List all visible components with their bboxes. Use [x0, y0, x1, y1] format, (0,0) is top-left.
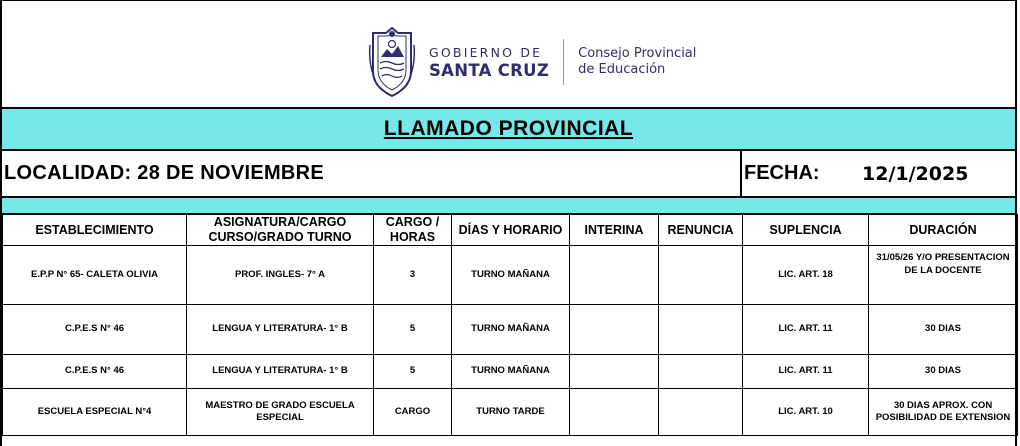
document-header	[2, 0, 1015, 109]
cell-suplencia: LIC. ART. 18	[743, 246, 869, 305]
cell-renuncia	[659, 246, 743, 305]
title-band	[2, 109, 1015, 151]
header-suplencia: SUPLENCIA	[743, 215, 869, 246]
cell-cargo: 5	[374, 305, 452, 355]
cell-dias: TURNO MAÑANA	[452, 305, 570, 355]
cell-dias: TURNO MAÑANA	[452, 355, 570, 389]
header-establecimiento: ESTABLECIMIENTO	[3, 215, 187, 246]
fecha-value: 12/1/2025	[862, 162, 969, 185]
cell-establecimiento: E.P.P N° 65- CALETA OLIVIA	[3, 246, 187, 305]
table-row	[3, 305, 1018, 355]
cell-renuncia	[659, 389, 743, 436]
header-renuncia: RENUNCIA	[659, 215, 743, 246]
table-row	[3, 246, 1018, 305]
cell-establecimiento: ESCUELA ESPECIAL N°4	[3, 389, 187, 436]
province-name: SANTA CRUZ	[429, 60, 550, 80]
government-logo	[367, 25, 696, 99]
santa-cruz-seal-icon	[367, 25, 417, 99]
cell-suplencia: LIC. ART. 11	[743, 305, 869, 355]
cell-duracion: 31/05/26 Y/O PRESENTACION DE LA DOCENTE	[869, 246, 1018, 305]
cell-cargo: 3	[374, 246, 452, 305]
table-header-row	[3, 215, 1018, 246]
government-label: GOBIERNO DE	[429, 44, 543, 60]
header-interina: INTERINA	[570, 215, 659, 246]
location-date-row	[2, 151, 1015, 198]
cell-dias: TURNO MAÑANA	[452, 246, 570, 305]
cell-suplencia: LIC. ART. 10	[743, 389, 869, 436]
fecha-cell	[742, 151, 1015, 196]
localidad-label: LOCALIDAD: 28 DE NOVIEMBRE	[2, 151, 742, 196]
cell-dias: TURNO TARDE	[452, 389, 570, 436]
cell-asignatura: LENGUA Y LITERATURA- 1° B	[187, 305, 374, 355]
cell-renuncia	[659, 355, 743, 389]
header-asignatura	[187, 215, 374, 246]
table-row	[3, 389, 1018, 436]
cell-asignatura: LENGUA Y LITERATURA- 1° B	[187, 355, 374, 389]
cell-asignatura: MAESTRO DE GRADO ESCUELA ESPECIAL	[187, 389, 374, 436]
header-asignatura-line2: CURSO/GRADO TURNO	[208, 230, 352, 244]
header-duracion: DURACIÓN	[869, 215, 1018, 246]
council-name-line1: Consejo Provincial	[578, 46, 697, 61]
logo-divider	[563, 39, 564, 85]
header-asignatura-line1: ASIGNATURA/CARGO	[213, 215, 347, 229]
document-title: LLAMADO PROVINCIAL	[383, 117, 634, 140]
cell-establecimiento: C.P.E.S N° 46	[3, 305, 187, 355]
separator-band	[2, 198, 1015, 214]
cell-duracion: 30 DIAS	[869, 305, 1018, 355]
government-wordmark	[429, 45, 549, 80]
header-cargo-line1: CARGO /	[385, 215, 440, 229]
cell-suplencia: LIC. ART. 11	[743, 355, 869, 389]
table-row	[3, 355, 1018, 389]
header-cargo-line2: HORAS	[389, 230, 436, 244]
cell-interina	[570, 246, 659, 305]
positions-table	[2, 214, 1018, 436]
cell-interina	[570, 305, 659, 355]
cell-cargo: CARGO	[374, 389, 452, 436]
cell-interina	[570, 355, 659, 389]
cell-duracion: 30 DIAS APROX. CON POSIBILIDAD DE EXTENSION	[869, 389, 1018, 436]
cell-establecimiento: C.P.E.S N° 46	[3, 355, 187, 389]
council-name-line2: de Educación	[578, 62, 666, 77]
header-dias: DÍAS Y HORARIO	[452, 215, 570, 246]
header-cargo	[374, 215, 452, 246]
cell-renuncia	[659, 305, 743, 355]
council-wordmark	[578, 46, 696, 78]
cell-asignatura: PROF. INGLES- 7° A	[187, 246, 374, 305]
cell-interina	[570, 389, 659, 436]
fecha-label: FECHA:	[744, 162, 820, 184]
cell-cargo: 5	[374, 355, 452, 389]
cell-duracion: 30 DIAS	[869, 355, 1018, 389]
